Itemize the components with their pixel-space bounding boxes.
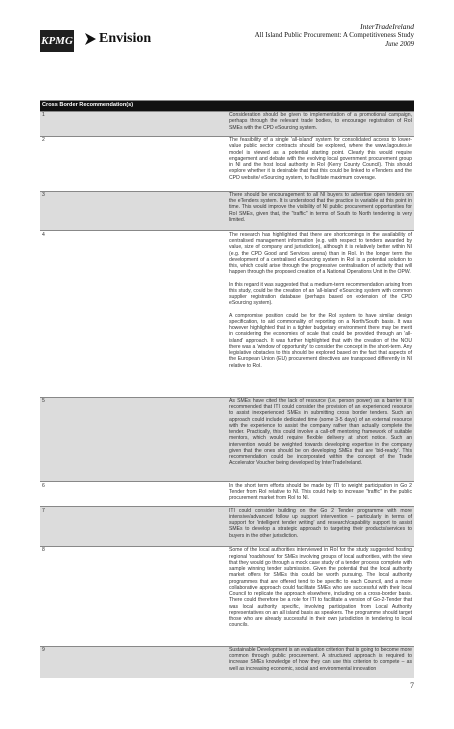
recommendation-text xyxy=(227,507,414,547)
recommendation-text xyxy=(227,231,414,397)
table-header-row xyxy=(40,101,414,112)
recommendation-paragraph: Some of the local authorities interviewed in RoI for the study suggested hosting regional 'roadshows' for SMEs involving groups of local authorities, with the view that they would go through a mock case study of a tender process complete with sample winning tender submission. Given the potential that the local authority market offers for SMEs this could be worth pursuing. The local authority programmes that are offered tend to be specific to each Council, and a more collaborative approach could facilitate SMEs who are successful with their local Council to replicate the approach elsewhere, including on a cross-border basis. There could therefore be a role for ITI to facilitate a version of Go-2-Tender that was local authority specific, involving participation from Local Authority representatives on an all island basis as speakers. The programme should target those who are already successful in their own jurisdiction in tendering to local councils. xyxy=(229,547,412,629)
recommendation-paragraph: There should be encouragement to all NI buyers to advertise open tenders on the eTenders system. It is understood that the practice is variable at this point in time. This would improve the visibility of NI public procurement opportunities for RoI SMEs, given that, the "traffic" in terms of South to North tendering is very limited. xyxy=(229,191,412,223)
recommendation-paragraph: In the short term efforts should be made by ITI to weight participation in Go 2 Tender from RoI relative to NI. This could help to increase "traffic" in the public procurement market from RoI to NI. xyxy=(229,482,412,502)
header-brand: InterTradeIreland xyxy=(360,22,414,31)
recommendation-row xyxy=(40,482,414,507)
recommendation-paragraph: ITI could consider building on the Go 2 Tender programme with more intensive/advanced follow up support intervention – particularly in terms of support for 'intelligent tender writing' and research/capability support to assist SMEs to develop a strategic approach to targeting their products/services to buyers in the other jurisdiction. xyxy=(229,507,412,539)
recommendation-text xyxy=(227,482,414,507)
header-date: June 2009 xyxy=(385,40,414,48)
recommendation-text xyxy=(227,136,414,191)
recommendation-number: 2 xyxy=(40,136,227,191)
recommendation-paragraph: The feasibility of a single 'all-island' system for consolidated access to lower-value public sector contracts should be explored, where the www.lagoutes.ie model is viewed as a potential starting point. Clearly this would require engagement and debate with the evolving local government procurement group in NI and the host local authority in RoI (Kerry County Council). This should explore whether it is desirable that that this could be linked to eTenders and the CPD website/ eSourcing system, to facilitate maximum coverage. xyxy=(229,137,412,181)
recommendation-number: 1 xyxy=(40,111,227,136)
page-header xyxy=(40,22,414,62)
recommendation-number: 8 xyxy=(40,547,227,647)
kpmg-logo: KPMG xyxy=(40,30,74,52)
recommendation-number: 4 xyxy=(40,231,227,397)
envision-logo-text: Envision xyxy=(99,31,152,46)
table-title: Cross Border Recommendation(s) xyxy=(40,101,414,112)
recommendation-row xyxy=(40,646,414,678)
recommendation-row xyxy=(40,547,414,647)
recommendation-number: 7 xyxy=(40,507,227,547)
recommendation-paragraph: The research has highlighted that there are shortcomings in the availability of centralised management information (e.g. with respect to tenders awarded by value, size of company and jurisdiction), although it is relatively better within NI (e.g. the CPD Good and Services arena) than in RoI. In the longer term the development of a centralised eSourcing system in RoI is a potential solution to this, which could arise through the progressive centralisation of activity that will happen through the proposed creation of a National Operations Unit in the OPW. xyxy=(229,231,412,276)
recommendation-paragraph: A compromise position could be for the RoI system to have similar design specification, to aid commonality of reporting on a North/South basis. It was however highlighted that in a tighter budgetary environment there may be merit in considering the economies of scale that could be provided through an 'all-island' approach. It was further highlighted that with the creation of the NOU there was a 'window of opportunity' to consider the concept in the short-term. Any legislative obstacles to this should be explored based on the fact that aspects of the European Union (EU) procurement directives are transposed differently in NI relative to RoI. xyxy=(229,312,412,369)
recommendation-paragraph: Sustainable Development is an evaluation criterion that is going to become more common through public procurement. A structured approach is required to increase SMEs knowledge of how they can use this criterion to compete – as well as increasing economic, social and environmental innovation xyxy=(229,646,412,672)
envision-logo xyxy=(85,31,151,47)
recommendation-row xyxy=(40,136,414,191)
recommendation-paragraph: In this regard it was suggested that a medium-term recommendation arising from this study, could be the creation of an 'all-island' eSourcing system with common supplier registration database (perhaps based on extension of the CPD eSourcing system). xyxy=(229,281,412,307)
recommendation-row xyxy=(40,507,414,547)
recommendation-text xyxy=(227,397,414,482)
recommendation-text xyxy=(227,547,414,647)
recommendation-paragraph: As SMEs have cited the lack of resource (i.e. person power) as a barrier it is recommended that ITI could consider the provision of an experienced resource to assist inexperienced SMEs in submitting cross border tenders. Such an approach could include dedicated time (some 3-5 days) of an external resource with the experience to assist the company rather than actually complete the tender. Practically, this could involve a call-off mentoring framework of suitable mentors, which would require flexible delivery at short notice. Such an intervention would be weighted towards developing expertise in the company given that the ones should be on developing SMEs that are 'bid-ready'. This recommendation could be incorporated within the concept of the Trade Accelerator Voucher being developed by InterTradeIreland. xyxy=(229,397,412,467)
recommendation-text xyxy=(227,646,414,678)
recommendation-paragraph: Consideration should be given to implementation of a promotional campaign, perhaps through the relevant trade bodies, to encourage registration of RoI SMEs with the CPD eSourcing system. xyxy=(229,112,412,131)
page-number: 7 xyxy=(410,681,414,690)
recommendation-number: 5 xyxy=(40,397,227,482)
recommendation-text xyxy=(227,191,414,231)
header-right xyxy=(255,22,414,49)
recommendation-row xyxy=(40,111,414,136)
recommendations-table xyxy=(40,100,414,678)
recommendation-number: 9 xyxy=(40,646,227,678)
recommendation-row xyxy=(40,191,414,231)
header-doc-title: All Island Public Procurement: A Competitiveness Study xyxy=(254,31,414,39)
recommendation-number: 6 xyxy=(40,482,227,507)
envision-mark-icon xyxy=(85,33,96,45)
recommendation-text xyxy=(227,111,414,136)
recommendation-row xyxy=(40,231,414,397)
recommendation-row xyxy=(40,397,414,482)
recommendation-number: 3 xyxy=(40,191,227,231)
